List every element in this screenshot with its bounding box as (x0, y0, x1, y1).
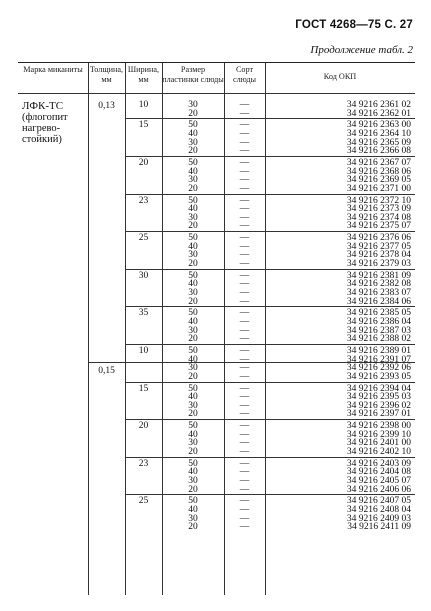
brand-code: ЛФК-ТС (22, 100, 64, 112)
okp-code: 34 9216 2367 07 (346, 157, 411, 168)
plate-size-value: 50 (188, 195, 198, 206)
okp-code: 34 9216 2361 02 (346, 100, 411, 110)
plate-size-value: 40 (188, 241, 198, 252)
width-value: 10 (138, 100, 149, 110)
okp-code: 34 9216 2406 06 (346, 484, 411, 495)
sort-dash: — (239, 476, 250, 486)
okp-code: 34 9216 2388 02 (346, 334, 411, 345)
okp-code: 34 9216 2385 05 (346, 308, 411, 319)
okp-code: 34 9216 2362 01 (346, 108, 411, 119)
okp-code: 34 9216 2384 06 (346, 296, 411, 307)
plate-size-value: 40 (188, 128, 198, 139)
okp-code: 34 9216 2403 09 (346, 458, 411, 469)
sort-dash: — (239, 429, 250, 440)
width-value: 30 (138, 270, 149, 281)
okp-code: 34 9216 2378 04 (346, 250, 411, 261)
okp-code: 34 9216 2381 09 (346, 270, 411, 281)
plate-size-value: 40 (188, 166, 198, 177)
okp-code: 34 9216 2366 08 (346, 146, 411, 157)
sort-dash: — (239, 316, 250, 327)
plate-size-value: 50 (188, 421, 198, 432)
brand-desc-2: нагрево- (22, 123, 61, 134)
okp-code: 34 9216 2373 09 (346, 204, 411, 215)
plate-size-value: 50 (188, 383, 198, 394)
plate-size-value: 30 (188, 100, 198, 110)
column-header-okp-text: Код ОКП (323, 72, 357, 81)
plate-size-value: 20 (188, 259, 198, 270)
sort-dash: — (239, 204, 250, 215)
sort-dash: — (239, 325, 250, 336)
okp-code: 34 9216 2411 09 (347, 522, 411, 533)
okp-code: 34 9216 2382 08 (346, 279, 411, 290)
sort-dash: — (239, 392, 250, 403)
okp-code: 34 9216 2409 03 (346, 513, 411, 524)
okp-code: 34 9216 2376 06 (346, 233, 411, 244)
plate-size-value: 40 (188, 429, 198, 440)
sort-dash: — (239, 221, 250, 232)
column-header-okp (265, 72, 415, 82)
plate-size-value: 50 (188, 496, 198, 507)
width-value: 23 (138, 195, 149, 206)
plate-size-value: 20 (188, 296, 198, 307)
okp-code: 34 9216 2401 00 (346, 438, 411, 449)
sort-dash: — (239, 146, 250, 157)
okp-code: 34 9216 2377 05 (346, 241, 411, 252)
okp-code: 34 9216 2392 06 (346, 363, 411, 374)
width-value: 20 (138, 157, 149, 168)
sort-dash: — (239, 447, 250, 458)
sort-dash: — (239, 270, 250, 281)
plate-size-value: 40 (188, 504, 198, 515)
width-value: 15 (138, 383, 149, 394)
sort-dash: — (239, 438, 250, 449)
sort-dash: — (239, 279, 250, 290)
sort-dash: — (239, 100, 250, 110)
plate-size-value: 20 (188, 108, 198, 119)
sort-dash: — (239, 308, 250, 319)
plate-size-value: 50 (188, 458, 198, 469)
sort-dash: — (239, 334, 250, 345)
sort-dash: — (239, 409, 250, 420)
sort-dash: — (239, 345, 250, 356)
plate-size-value: 20 (188, 221, 198, 232)
okp-code: 34 9216 2404 08 (346, 467, 411, 478)
width-value: 25 (138, 496, 149, 507)
sort-dash: — (239, 288, 250, 298)
width-value: 15 (138, 120, 149, 131)
sort-dash: — (239, 183, 250, 194)
plate-size-value: 30 (188, 438, 198, 449)
sort-dash: — (239, 467, 250, 478)
plate-size-value: 40 (188, 354, 198, 365)
plate-size-value: 20 (188, 146, 198, 157)
okp-code: 34 9216 2395 03 (346, 392, 411, 403)
thickness-value: 0,15 (98, 366, 115, 376)
column-header-width-text: Ширина, мм (127, 65, 160, 84)
sort-dash: — (239, 513, 250, 524)
okp-code: 34 9216 2369 05 (346, 175, 411, 186)
sort-dash: — (239, 421, 250, 432)
brand-desc-3: стойкий) (22, 134, 62, 145)
width-value: 25 (138, 233, 149, 244)
plate-size-value: 30 (188, 476, 198, 486)
sort-dash: — (239, 137, 250, 148)
okp-code: 34 9216 2399 10 (346, 429, 411, 440)
plate-size-value: 40 (188, 279, 198, 290)
okp-code: 34 9216 2408 04 (346, 504, 411, 515)
okp-code: 34 9216 2371 00 (346, 183, 411, 194)
column-header-brand (18, 65, 88, 75)
sort-dash: — (239, 496, 250, 507)
sort-dash: — (239, 371, 250, 382)
plate-size-value: 20 (188, 409, 198, 420)
table-continuation-label: Продолжение табл. 2 (310, 44, 413, 56)
sort-dash: — (239, 212, 250, 223)
okp-code: 34 9216 2379 03 (346, 259, 411, 270)
brand-desc-1: (флогопит (22, 112, 68, 123)
okp-code: 34 9216 2396 02 (346, 400, 411, 411)
okp-code: 34 9216 2375 07 (346, 221, 411, 232)
okp-code: 34 9216 2372 10 (346, 195, 411, 206)
plate-size-value: 50 (188, 270, 198, 281)
okp-code: 34 9216 2389 01 (346, 345, 411, 356)
sort-dash: — (239, 175, 250, 186)
plate-size-value: 30 (188, 288, 198, 298)
sort-dash: — (239, 259, 250, 270)
data-table (18, 62, 415, 595)
sort-dash: — (239, 400, 250, 411)
sort-dash: — (239, 484, 250, 495)
plate-size-value: 40 (188, 392, 198, 403)
okp-code: 34 9216 2365 09 (346, 137, 411, 148)
sort-dash: — (239, 195, 250, 206)
okp-code: 34 9216 2397 01 (346, 409, 411, 420)
sort-dash: — (239, 354, 250, 365)
okp-code: 34 9216 2364 10 (346, 128, 411, 139)
column-header-sort-text: Сорт слюды (232, 65, 257, 84)
plate-size-value: 50 (188, 308, 198, 319)
sort-dash: — (239, 296, 250, 307)
okp-code: 34 9216 2393 05 (346, 371, 411, 382)
sort-dash: — (239, 504, 250, 515)
sort-dash: — (239, 157, 250, 168)
column-header-thickness (88, 65, 125, 85)
sort-dash: — (239, 363, 250, 374)
plate-size-value: 30 (188, 212, 198, 223)
sort-dash: — (239, 120, 250, 131)
column-header-brand-text: Марка миканиты (23, 65, 83, 74)
okp-code: 34 9216 2407 05 (346, 496, 411, 507)
plate-size-value: 40 (188, 316, 198, 327)
okp-code: 34 9216 2363 00 (346, 120, 411, 131)
width-value: 20 (138, 421, 149, 432)
plate-size-value: 30 (188, 175, 198, 186)
okp-code: 34 9216 2391 07 (346, 354, 411, 365)
okp-code: 34 9216 2383 07 (346, 288, 411, 298)
okp-code: 34 9216 2374 08 (346, 212, 411, 223)
plate-size-value: 30 (188, 250, 198, 261)
plate-size-value: 30 (188, 363, 198, 374)
sort-dash: — (239, 522, 250, 533)
sort-dash: — (239, 128, 250, 139)
sort-dash: — (239, 241, 250, 252)
plate-size-value: 40 (188, 204, 198, 215)
okp-code: 34 9216 2405 07 (346, 476, 411, 486)
plate-size-value: 30 (188, 137, 198, 148)
okp-code: 34 9216 2386 04 (346, 316, 411, 327)
plate-size-value: 20 (188, 484, 198, 495)
okp-code: 34 9216 2387 03 (346, 325, 411, 336)
plate-size-value: 50 (188, 345, 198, 356)
okp-code: 34 9216 2398 00 (346, 421, 411, 432)
plate-size-value: 50 (188, 120, 198, 131)
sort-dash: — (239, 458, 250, 469)
plate-size-value: 20 (188, 371, 198, 382)
width-value: 23 (138, 458, 149, 469)
plate-size-value: 30 (188, 400, 198, 411)
brand-cell (22, 101, 68, 145)
plate-size-value: 20 (188, 183, 198, 194)
sort-dash: — (239, 250, 250, 261)
column-header-plate-size (162, 65, 224, 85)
plate-size-value: 20 (188, 447, 198, 458)
sort-dash: — (239, 166, 250, 177)
thickness-value: 0,13 (98, 101, 115, 111)
plate-size-value: 20 (188, 522, 198, 533)
plate-size-value: 50 (188, 157, 198, 168)
sort-dash: — (239, 383, 250, 394)
plate-size-value: 50 (188, 233, 198, 244)
okp-code: 34 9216 2368 06 (346, 166, 411, 177)
column-header-plate-size-text: Размер пластинки слюды (162, 65, 224, 84)
sort-dash: — (239, 108, 250, 119)
plate-size-value: 30 (188, 325, 198, 336)
column-header-sort (224, 65, 265, 85)
okp-code: 34 9216 2394 04 (346, 383, 411, 394)
plate-size-value: 40 (188, 467, 198, 478)
width-value: 35 (138, 308, 149, 319)
plate-size-value: 20 (188, 334, 198, 345)
sort-dash: — (239, 233, 250, 244)
page-header: ГОСТ 4268—75 С. 27 (295, 19, 413, 31)
column-header-width (125, 65, 162, 85)
column-header-thickness-text: Толщина, мм (89, 65, 124, 84)
plate-size-value: 30 (188, 513, 198, 524)
width-value: 10 (138, 345, 149, 356)
okp-code: 34 9216 2402 10 (346, 447, 411, 458)
